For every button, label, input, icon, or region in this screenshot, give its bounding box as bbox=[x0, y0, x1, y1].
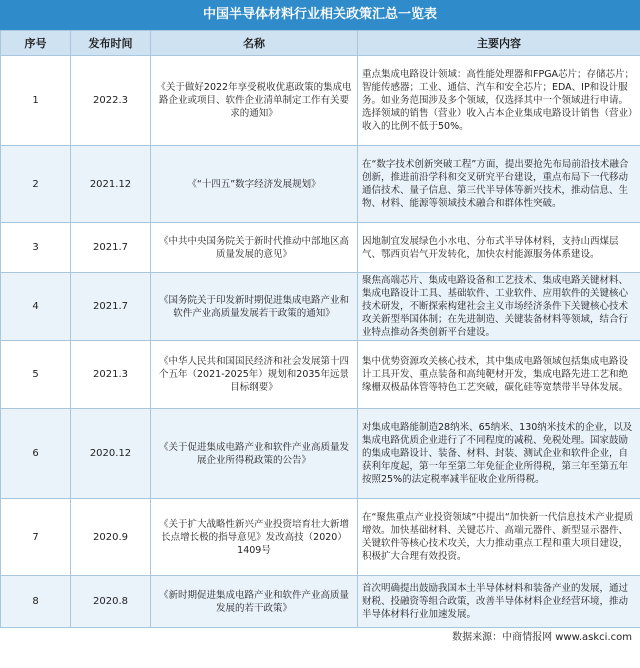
row-name: 《“十四五”数字经济发展规划》 bbox=[151, 146, 358, 223]
row-name: 《关于扩大战略性新兴产业投资培育壮大新增长点增长极的指导意见》发改高技（2020）1409号 bbox=[151, 499, 358, 576]
policy-table bbox=[0, 30, 640, 628]
row-date: 2020.8 bbox=[71, 576, 151, 628]
table-row bbox=[1, 409, 640, 499]
row-index: 4 bbox=[1, 273, 71, 341]
row-index: 2 bbox=[1, 146, 71, 223]
data-source: 数据来源：中商情报网 www.askci.com bbox=[452, 632, 632, 643]
row-content: 对集成电路能制造28纳米、65纳米、130纳米技术的企业，以及集成电路优质企业进行了不同程度的减税、免税处理。国家鼓励的集成电路设计、装备、材料、封装、测试企业和软件企业，自获利年度起，第一年至第二年免征企业所得税，第三年至第五年按照25%的法定税率减半征收企业所得税。 bbox=[358, 409, 640, 499]
row-name: 《中共中央国务院关于新时代推动中部地区高质量发展的意见》 bbox=[151, 223, 358, 273]
row-name: 《关于做好2022年享受税收优惠政策的集成电路企业或项目、软件企业清单制定工作有关要求的通知》 bbox=[151, 56, 358, 146]
table-row bbox=[1, 499, 640, 576]
table-row bbox=[1, 146, 640, 223]
row-index: 1 bbox=[1, 56, 71, 146]
header-date: 发布时间 bbox=[71, 31, 151, 56]
table-title: 中国半导体材料行业相关政策汇总一览表 bbox=[0, 0, 640, 30]
row-content: 在“聚焦重点产业投资领域”中提出“加快新一代信息技术产业提质增效。加快基础材料、关键芯片、高端元器件、新型显示器件、关键软件等核心技术攻关，大力推动重点工程和重大项目建设，积极扩大合理有效投资。 bbox=[358, 499, 640, 576]
row-name: 《关于促进集成电路产业和软件产业高质量发展企业所得税政策的公告》 bbox=[151, 409, 358, 499]
row-date: 2021.12 bbox=[71, 146, 151, 223]
row-date: 2021.7 bbox=[71, 273, 151, 341]
table-row bbox=[1, 341, 640, 409]
row-content: 集中优势资源攻关核心技术，其中集成电路领域包括集成电路设计工具开发、重点装备和高纯靶材开发，集成电路先进工艺和绝缘栅双极晶体管等特色工艺突破，碳化硅等宽禁带半导体发展。 bbox=[358, 341, 640, 409]
row-date: 2021.7 bbox=[71, 223, 151, 273]
row-name: 《中华人民共和国国民经济和社会发展第十四个五年（2021-2025年）规划和2035年远景目标纲要》 bbox=[151, 341, 358, 409]
row-name: 《国务院关于印发新时期促进集成电路产业和软件产业高质量发展若干政策的通知》 bbox=[151, 273, 358, 341]
row-content: 首次明确提出鼓励我国本土半导体材料和装备产业的发展，通过财税、投融资等组合政策，改善半导体材料企业经营环境，推动半导体材料行业加速发展。 bbox=[358, 576, 640, 628]
row-name: 《新时期促进集成电路产业和软件产业高质量发展的若干政策》 bbox=[151, 576, 358, 628]
row-content: 因地制宜发展绿色小水电、分布式半导体材料，支持山西煤层气、鄂西页岩气开发转化，加快农村能源服务体系建设。 bbox=[358, 223, 640, 273]
row-content: 在“数字技术创新突破工程”方面，提出要抢先布局前沿技术融合创新，推进前沿学科和交叉研究平台建设，重点布局下一代移动通信技术、量子信息、第三代半导体等新兴技术，推动信息、生物、材料、能源等领域技术融合和群体性突破。 bbox=[358, 146, 640, 223]
table-row bbox=[1, 223, 640, 273]
row-index: 8 bbox=[1, 576, 71, 628]
row-date: 2022.3 bbox=[71, 56, 151, 146]
row-content: 聚焦高端芯片、集成电路设备和工艺技术、集成电路关键材料、集成电路设计工具、基础软件、工业软件、应用软件的关键核心技术研发，不断探索构建社会主义市场经济条件下关键核心技术攻关新型举国体制；在先进制造、关键装备材料等领域，结合行业特点推动各类创新平台建设。 bbox=[358, 273, 640, 341]
header-name: 名称 bbox=[151, 31, 358, 56]
row-index: 6 bbox=[1, 409, 71, 499]
table-row bbox=[1, 56, 640, 146]
table-row bbox=[1, 273, 640, 341]
header-index: 序号 bbox=[1, 31, 71, 56]
row-index: 3 bbox=[1, 223, 71, 273]
row-index: 7 bbox=[1, 499, 71, 576]
header-row bbox=[1, 31, 640, 56]
header-content: 主要内容 bbox=[358, 31, 640, 56]
row-date: 2020.9 bbox=[71, 499, 151, 576]
table-row bbox=[1, 576, 640, 628]
row-date: 2020.12 bbox=[71, 409, 151, 499]
row-index: 5 bbox=[1, 341, 71, 409]
row-content: 重点集成电路设计领域：高性能处理器和FPGA芯片；存储芯片；智能传感器；工业、通信、汽车和安全芯片；EDA、IP和设计服务。如业务范围涉及多个领域，仅选择其中一个领域进行申请。选择领域的销售（营业）收入占本企业集成电路设计销售（营业）收入的比例不低于50%。 bbox=[358, 56, 640, 146]
row-date: 2021.3 bbox=[71, 341, 151, 409]
